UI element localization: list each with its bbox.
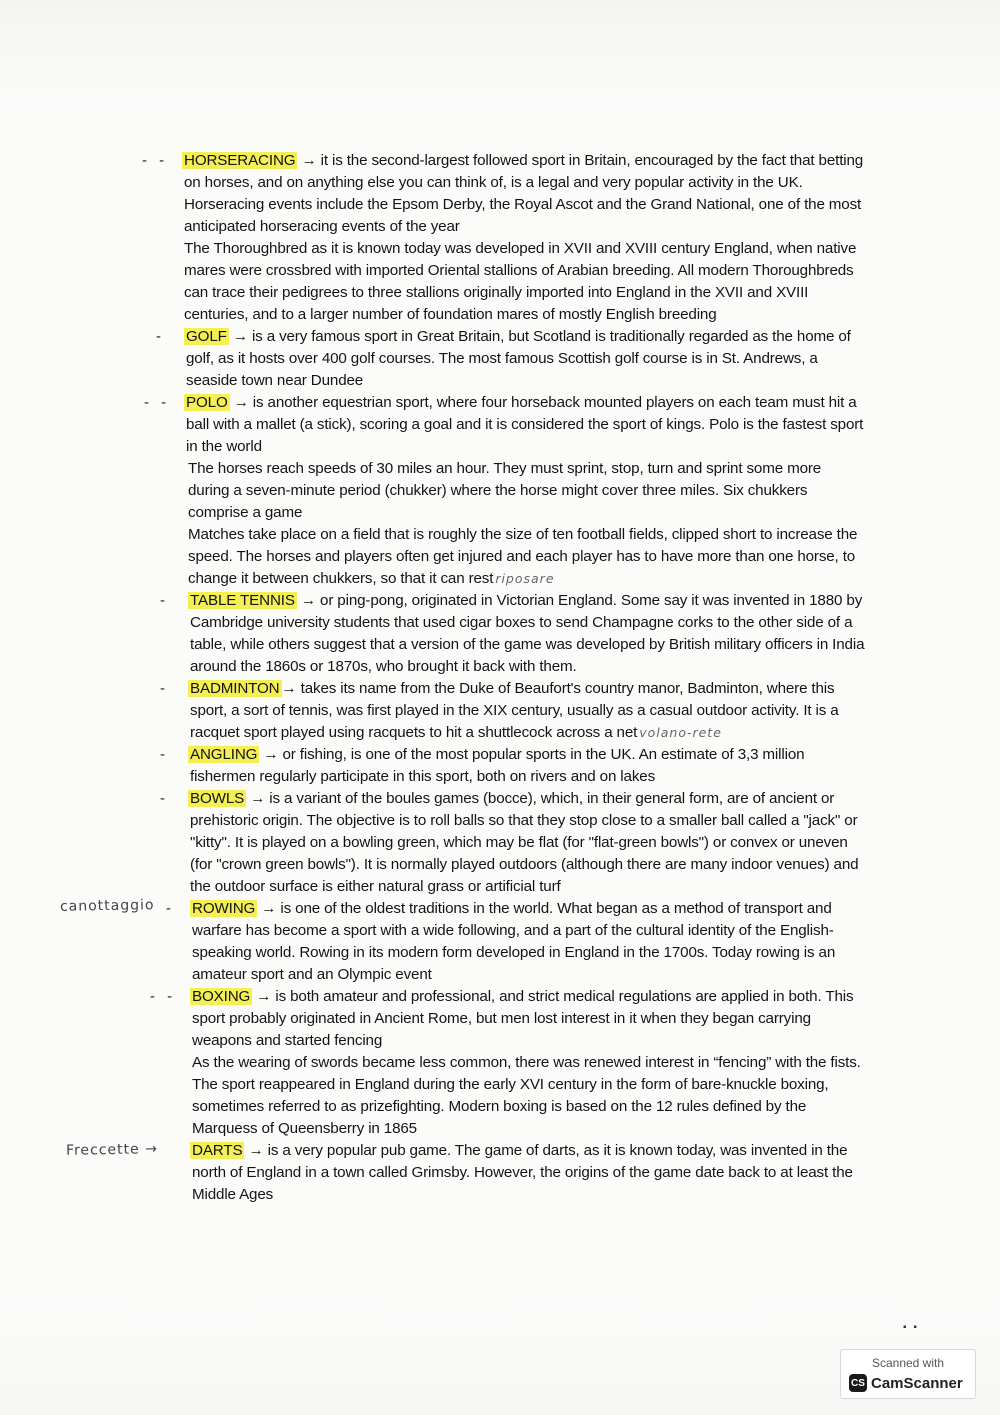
camscanner-logo-icon: CS <box>849 1374 867 1392</box>
heading-highlight: HORSERACING <box>184 152 296 169</box>
section-boxing <box>150 986 866 1140</box>
heading-highlight: ANGLING <box>190 746 258 763</box>
paragraph-text: or ping-pong, originated in Victorian England. Some say it was invented in 1880 by Cambridge university students that used cigar boxes to send Champagne corks to the other side of a table, while others suggest that a version of the game was developed by British military officers in India around the 1860s or 1870s, who brought it back with them. <box>190 592 865 675</box>
arrow-icon: → <box>301 152 317 169</box>
bullet-marker: - <box>160 680 165 697</box>
camscanner-watermark <box>840 1349 976 1399</box>
arrow-icon: → <box>250 790 266 807</box>
bullet-marker: - <box>160 746 165 763</box>
paragraph-text: is another equestrian sport, where four horseback mounted players on each team must hit a ball with a mallet (a stick), scoring a goal and it is considered the sport of kings. Polo is the fastest sport in the world <box>186 394 864 455</box>
section-darts <box>65 1140 866 1206</box>
heading-highlight: TABLE TENNIS <box>190 592 295 609</box>
paragraph <box>184 150 866 238</box>
bullet-marker: - - <box>150 988 177 1005</box>
paragraph-text: The Thoroughbred as it is known today was developed in XVII and XVIII century England, when native mares were crossbred with imported Oriental stallions of Arabian breeding. All modern Thoroughbreds can trace their pedigrees to three stallions originally imported into England in the XVII and XVIII centuries, and to a larger number of foundation mares of mostly English breeding <box>184 240 857 323</box>
paragraph-text: or fishing, is one of the most popular sports in the UK. An estimate of 3,3 million fishermen regularly participate in this sport, both on rivers and on lakes <box>190 746 805 785</box>
bullet-marker: - <box>166 900 171 917</box>
section-badminton <box>160 678 866 744</box>
section-bowls <box>160 788 866 898</box>
heading-highlight: POLO <box>186 394 228 411</box>
paragraph-text: is a very popular pub game. The game of darts, as it is known today, was invented in the north of England in a town called Grimsby. However, the origins of the game date back to at least the Middle Ages <box>192 1142 853 1203</box>
arrow-icon: → <box>256 988 272 1005</box>
section-angling <box>160 744 866 788</box>
arrow-icon: → <box>281 680 297 697</box>
watermark-caption: Scanned with <box>871 1356 945 1370</box>
watermark-brand-row <box>849 1374 963 1392</box>
paragraph-text: is a very famous sport in Great Britain, but Scotland is traditionally regarded as the home of golf, as it hosts over 400 golf courses. The most famous Scottish golf course is in St. Andrews, a seaside town near Dundee <box>186 328 851 389</box>
section-golf <box>156 326 866 392</box>
handwritten-note: riposare <box>495 571 555 586</box>
watermark-brand: CamScanner <box>871 1374 963 1392</box>
arrow-icon: → <box>232 328 248 345</box>
paragraph <box>184 238 866 326</box>
paragraph <box>188 458 866 524</box>
paragraph-text: As the wearing of swords became less common, there was renewed interest in “fencing” with the fists. The sport reappeared in England during the early XVI century in the form of bare-knuckle boxing, sometimes referred to as prizefighting. Modern boxing is based on the 12 rules defined by the Marquess of Queensberry in 1865 <box>192 1054 861 1137</box>
paragraph-text: it is the second-largest followed sport in Britain, encouraged by the fact that betting on horses, and on anything else you can think of, is a legal and very popular activity in the UK. Horseracing events include the Epsom Derby, the Royal Ascot and the Grand National, one of the most anticipated horseracing events of the year <box>184 152 864 235</box>
heading-highlight: BADMINTON <box>190 680 280 697</box>
document-body <box>59 150 866 1206</box>
handwritten-note: volano-rete <box>639 725 722 740</box>
section-table-tennis <box>160 590 866 678</box>
heading-highlight: ROWING <box>192 900 256 917</box>
bullet-marker: - - <box>144 394 171 411</box>
paragraph <box>192 1052 866 1140</box>
heading-highlight: GOLF <box>186 328 227 345</box>
heading-highlight: BOXING <box>192 988 251 1005</box>
paragraph <box>192 898 866 986</box>
paragraph-text: takes its name from the Duke of Beaufort's country manor, Badminton, where this sport, a sort of tennis, was first played in the XIX century, usually as a casual outdoor activity. It is a racquet sport played using racquets to hit a shuttlecock across a net <box>190 680 839 741</box>
arrow-icon: → <box>248 1142 264 1159</box>
paragraph-text: is both amateur and professional, and strict medical regulations are applied in both. This sport probably originated in Ancient Rome, but men lost interest in it when they began carrying weapons and started fencing <box>192 988 854 1049</box>
paragraph <box>190 788 866 898</box>
paragraph-text: is a variant of the boules games (bocce), which, in their general form, are of ancient or prehistoric origin. The objective is to roll balls so that they stop close to a smaller ball called a "jack" or "kitty". It is played on a bowling green, which may be flat (for "flat-green bowls") or convex or uneven (for "crown green bowls"). It is normally played outdoors (although there are many indoor venues) and the outdoor surface is either natural grass or artificial turf <box>190 790 859 895</box>
paragraph <box>190 590 866 678</box>
heading-highlight: BOWLS <box>190 790 245 807</box>
paragraph <box>192 1140 866 1206</box>
section-rowing <box>59 897 866 986</box>
paragraph <box>192 986 866 1052</box>
paragraph-text: The horses reach speeds of 30 miles an hour. They must sprint, stop, turn and sprint some more during a seven-minute period (chukker) where the horse might cover three miles. Six chukkers comprise a game <box>188 460 822 521</box>
arrow-icon: → <box>233 394 249 411</box>
section-horseracing <box>142 150 866 326</box>
bullet-marker: - <box>160 592 165 609</box>
section-polo <box>144 392 866 590</box>
margin-note-rowing: canottaggio <box>59 897 155 915</box>
paragraph <box>188 524 866 590</box>
paragraph <box>190 744 866 788</box>
paragraph <box>190 678 866 744</box>
paragraph-text: is one of the oldest traditions in the world. What began as a method of transport and warfare has become a sport with a wide following, and a part of the cultural identity of the English-speaking world. Rowing in its modern form developed in England in the 1700s. Today rowing is an amateur sport and an Olympic event <box>192 900 836 983</box>
paragraph <box>186 392 866 458</box>
arrow-icon: → <box>263 746 279 763</box>
bullet-marker: - - <box>142 152 169 169</box>
heading-highlight: DARTS <box>192 1142 243 1159</box>
bullet-marker: - <box>156 328 161 345</box>
paragraph <box>186 326 866 392</box>
bullet-marker: - <box>160 790 165 807</box>
arrow-icon: → <box>261 900 277 917</box>
margin-note-darts: Freccette → <box>65 1141 159 1159</box>
paragraph-text: Matches take place on a field that is roughly the size of ten football fields, clipped short to increase the speed. The horses and players often get injured and each player has to have more than one horse, to change it between chukkers, so that it can rest <box>188 526 858 587</box>
arrow-icon: → <box>300 592 316 609</box>
page-mark: ▪ ▪ <box>903 1322 919 1333</box>
